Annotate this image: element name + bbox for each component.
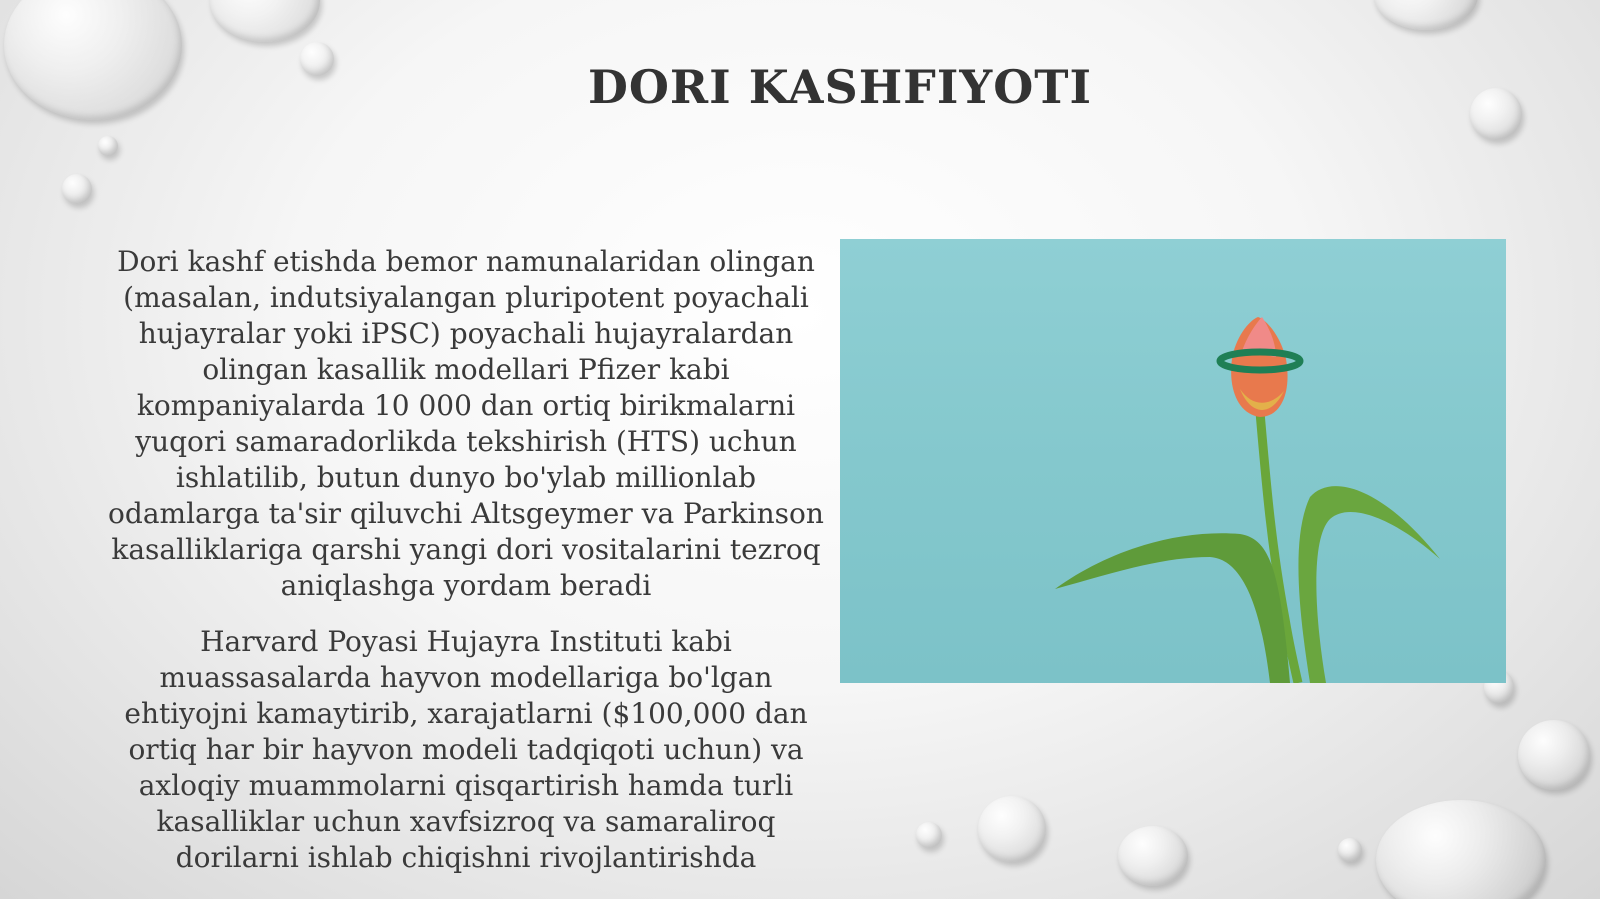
water-drop-decoration xyxy=(98,136,118,156)
water-drop-decoration xyxy=(1376,800,1546,899)
water-drop-decoration xyxy=(1338,838,1362,862)
tulip-illustration xyxy=(840,239,1506,683)
tulip-leaf-right xyxy=(1298,486,1440,683)
water-drop-decoration xyxy=(62,174,92,204)
water-drop-decoration xyxy=(4,0,182,120)
tulip-photo xyxy=(840,239,1506,683)
water-drop-decoration xyxy=(300,42,334,76)
slide-title: DORI KASHFIYOTI xyxy=(587,60,1093,114)
water-drop-decoration xyxy=(1374,0,1478,30)
water-drop-decoration xyxy=(916,822,942,848)
tulip-leaf-left xyxy=(1055,533,1290,683)
water-drop-decoration xyxy=(1518,720,1590,790)
paragraph-1: Dori kashf etishda bemor namunalaridan olingan (masalan, indutsiyalangan pluripotent poyachali hujayralar yoki iPSC) poyachali hujayralardan olingan kasallik modellari Pfizer kabi kompaniyalarda 10 000 dan ortiq birikmalarni yuqori samaradorlikda tekshirish (HTS) uchun ishlatilib, butun dunyo bo'ylab millionlab odamlarga ta'sir qiluvchi Altsgeymer va Parkinson kasalliklariga qarshi yangi dori vositalarini tezroq aniqlashga yordam beradi xyxy=(108,245,824,602)
water-drop-decoration xyxy=(1118,826,1188,886)
paragraph-2: Harvard Poyasi Hujayra Instituti kabi muassasalarda hayvon modellariga bo'lgan ehtiyojni kamaytirib, xarajatlarni ($100,000 dan ortiq har bir hayvon modeli tadqiqoti uchun) va axloqiy muammolarni qisqartirish hamda turli kasalliklar uchun xavfsizroq va samaraliroq dorilarni ishlab chiqishni rivojlantirishda xyxy=(124,625,808,874)
water-drop-decoration xyxy=(978,796,1046,862)
slide-body xyxy=(100,244,832,896)
water-drop-decoration xyxy=(210,0,320,42)
water-drop-decoration xyxy=(1470,88,1522,140)
